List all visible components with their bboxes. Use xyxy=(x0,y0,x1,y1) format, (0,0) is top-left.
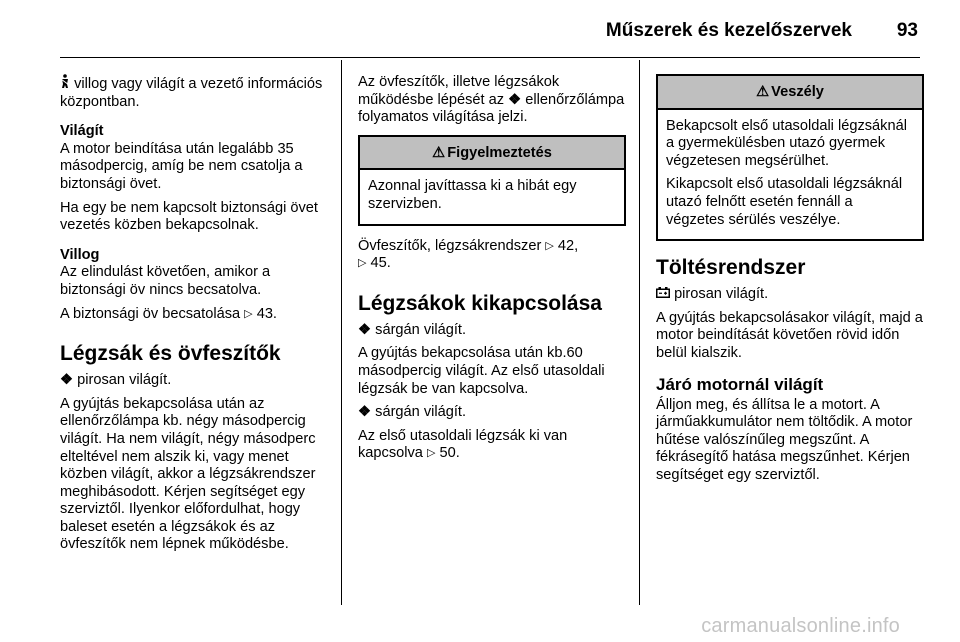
reference-arrow-icon: ▷ xyxy=(244,307,253,320)
notice-box xyxy=(358,135,626,226)
airbag-paragraph: A gyújtás bekapcsolása után az ellenőrzőlámpa kb. négy másodpercig világít. Ha nem világít, négy másodperc elteltével nem alszik ki, vagy menet közben világít, akkor a légzsákrendszer meghibásodott. Kérjen segítséget egy szerviztől. Ilyenkor előfordulhat, hogy baleset esetén a légzsákok és az övfeszítők nem lépnek működésbe. xyxy=(60,395,316,553)
page-reference-link[interactable]: 42, xyxy=(557,237,579,254)
references-paragraph: Övfeszítők, légzsákrendszer ▷ 42, ▷ 45. xyxy=(358,237,579,272)
seatbelt-warning-icon xyxy=(60,74,70,94)
watermark: carmanualsonline.info xyxy=(701,615,900,637)
lights-paragraph-2: Ha egy be nem kapcsolt biztonsági övet vezetés közben bekapcsolnak. xyxy=(60,199,318,234)
page-reference-link[interactable]: 50. xyxy=(439,445,460,462)
reference-arrow-icon: ▷ xyxy=(358,257,367,270)
airbag-off-icon: ❖ xyxy=(358,404,372,421)
danger-body xyxy=(658,110,922,240)
charging-paragraph: A gyújtás bekapcsolásakor világít, majd a motor beindítását követően rövid időn belül kialszik. xyxy=(656,309,923,361)
engine-running-heading: Járó motornál világít xyxy=(656,374,824,394)
column-2 xyxy=(358,74,626,469)
column-divider-1 xyxy=(341,60,342,605)
notice-body: Azonnal javíttassa ki a hibát egy szervizben. xyxy=(368,178,577,212)
battery-charging-icon xyxy=(656,286,670,304)
deactivation-lamp-2: ❖ sárgán világít. xyxy=(358,404,467,421)
reference-arrow-icon: ▷ xyxy=(426,447,436,460)
airbag-warning-icon: ❖ xyxy=(508,91,522,108)
column-1 xyxy=(60,74,328,560)
airbag-lamp-line: ❖ pirosan világít. xyxy=(60,372,172,389)
lights-heading: Világít xyxy=(60,123,104,140)
flashes-paragraph-2: A biztonsági öv becsatolása ▷ 43. xyxy=(60,305,277,322)
header-rule xyxy=(60,57,920,58)
warning-triangle-icon: ⚠ xyxy=(432,144,446,161)
flashes-heading: Villog xyxy=(60,246,100,263)
page-reference-link[interactable]: 43. xyxy=(256,305,277,322)
warning-triangle-icon: ⚠ xyxy=(756,84,770,100)
activation-paragraph: Az övfeszítők, illetve légzsákok működésbe lépését az ❖ ellenőrzőlámpa folyamatos világítása jelzi. xyxy=(358,74,625,126)
notice-header: ⚠ Figyelmeztetés xyxy=(360,137,624,171)
page-header xyxy=(60,18,920,50)
deactivation-heading: Légzsákok kikapcsolása xyxy=(358,291,602,315)
airbag-on-icon: ❖ xyxy=(358,321,372,338)
danger-paragraph-1: Bekapcsolt első utasoldali légzsáknál a gyermekülésben utazó gyermek végzetesen megsérülhet. xyxy=(666,117,907,169)
lights-paragraph-1: A motor beindítása után legalább 35 másodpercig, amíg be nem csatolja a biztonsági övet. xyxy=(60,140,303,192)
reference-arrow-icon: ▷ xyxy=(545,239,554,252)
charging-heading: Töltésrendszer xyxy=(656,256,806,280)
intro-paragraph: villog vagy világít a vezető információs központban. xyxy=(60,76,323,110)
danger-paragraph-2: Kikapcsolt első utasoldali légzsáknál utazó felnőtt esetén fennáll a végzetes sérülés veszélye. xyxy=(666,176,903,228)
airbag-warning-icon: ❖ xyxy=(60,372,74,389)
column-3 xyxy=(656,74,924,491)
page-reference-link[interactable]: 45. xyxy=(370,255,391,272)
charging-lamp-line: pirosan világít. xyxy=(656,286,924,304)
engine-running-paragraph: Álljon meg, és állítsa le a motort. A járműakkumulátor nem töltődik. A motor hűtése valószínűleg megszűnt. A fékrásegítő hatása megszűnhet. Kérjen segítséget egy szerviztől. xyxy=(656,396,913,483)
page-number: 93 xyxy=(896,20,918,41)
header-title: Műszerek és kezelőszervek xyxy=(605,20,852,41)
deactivation-lamp-1: ❖ sárgán világít. xyxy=(358,321,467,338)
deactivation-paragraph-2: Az első utasoldali légzsák ki van kapcsolva ▷ 50. xyxy=(358,427,568,462)
danger-header: ⚠ Veszély xyxy=(658,76,922,110)
danger-box xyxy=(656,74,924,241)
flashes-paragraph-1: Az elindulást követően, amikor a biztonsági öv nincs becsatolva. xyxy=(60,264,271,298)
deactivation-paragraph-1: A gyújtás bekapcsolása után kb.60 másodpercig világít. Az első utasoldali légzsák be van kapcsolva. xyxy=(358,345,605,397)
column-divider-2 xyxy=(639,60,640,605)
airbag-heading: Légzsák és övfeszítők xyxy=(60,342,281,366)
